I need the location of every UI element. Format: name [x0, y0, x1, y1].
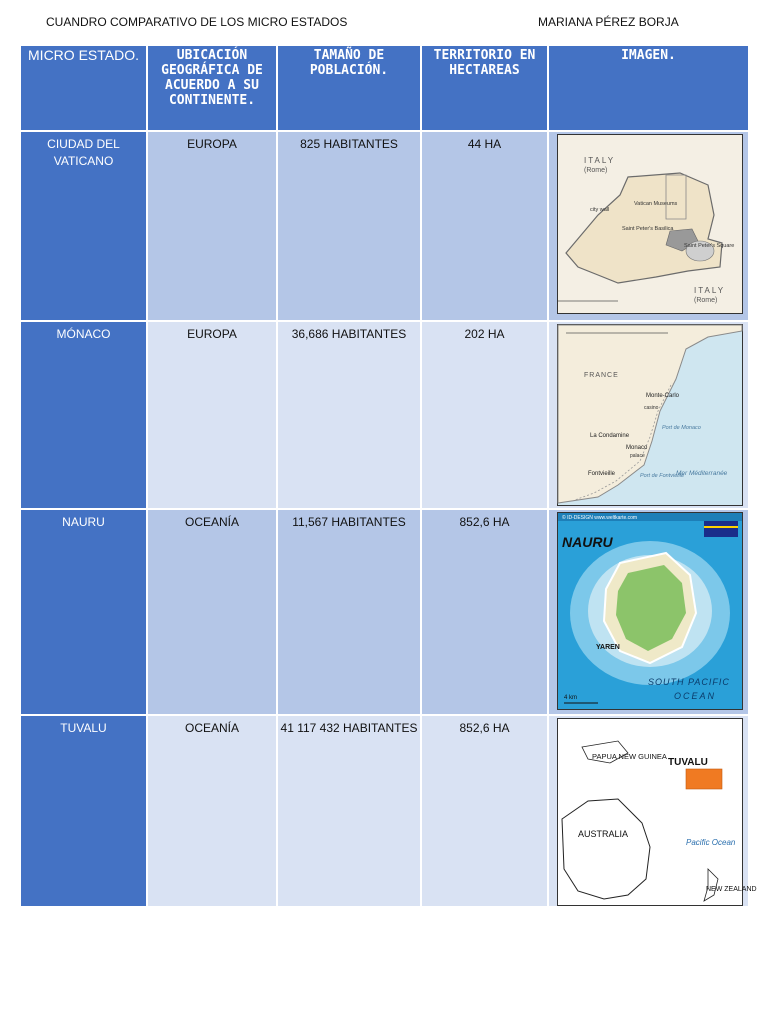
state-image-cell	[549, 716, 757, 908]
vatican-map-image	[557, 134, 743, 314]
map-label: La Condamine	[590, 433, 630, 439]
state-location: OCEANÍA	[148, 716, 276, 908]
map-label: 4 km	[564, 695, 578, 701]
state-image-cell	[549, 322, 748, 510]
state-name: MÓNACO	[21, 322, 146, 510]
state-image-cell	[549, 132, 748, 322]
state-population: 36,686 HABITANTES	[278, 322, 420, 510]
column-header-population: TAMAÑO DE POBLACIÓN.	[278, 46, 420, 132]
map-label: Mer Méditerranée	[676, 470, 728, 477]
column-header-image: IMAGEN.	[549, 46, 748, 132]
map-label: (Rome)	[584, 167, 608, 174]
state-territory: 44 HA	[422, 132, 547, 322]
document-title: CUANDRO COMPARATIVO DE LOS MICRO ESTADOS	[46, 15, 348, 29]
map-label: palace	[630, 453, 645, 459]
map-label: Port de Fontvieille	[640, 473, 685, 479]
document-header	[0, 15, 768, 33]
map-label: FRANCE	[584, 372, 619, 379]
map-label: Fontvieille	[588, 471, 616, 477]
map-label: TUVALU	[668, 757, 708, 768]
state-population: 41 117 432 HABITANTES	[278, 716, 420, 908]
table-row	[21, 132, 748, 322]
map-label: PAPUA NEW GUINEA	[592, 752, 667, 761]
map-label: Port de Monaco	[662, 425, 701, 431]
map-label: casino	[644, 405, 659, 411]
map-label: city wall	[590, 207, 610, 213]
state-name: TUVALU	[21, 716, 146, 908]
column-header-micro-state: MICRO ESTADO.	[21, 46, 146, 132]
table-row	[21, 322, 748, 510]
table-row	[21, 510, 748, 716]
map-label: NAURU	[562, 534, 613, 550]
tuvalu-map-image	[557, 718, 757, 906]
state-population: 825 HABITANTES	[278, 132, 420, 322]
map-label: Monaco	[626, 445, 648, 451]
state-location: OCEANÍA	[148, 510, 276, 716]
map-label: Monte-Carlo	[646, 393, 680, 399]
map-label: AUSTRALIA	[578, 829, 629, 839]
map-label: ITALY	[694, 286, 726, 295]
state-location: EUROPA	[148, 132, 276, 322]
state-territory: 202 HA	[422, 322, 547, 510]
state-location: EUROPA	[148, 322, 276, 510]
nauru-map-image	[557, 512, 743, 710]
comparison-table	[19, 46, 757, 908]
state-name: NAURU	[21, 510, 146, 716]
map-label: Vatican Museums	[634, 201, 678, 207]
map-label: Saint Peter's Basilica	[622, 226, 674, 232]
state-image-cell	[549, 510, 748, 716]
monaco-map-image	[557, 324, 743, 506]
map-label: NEW ZEALAND	[706, 886, 757, 893]
state-territory: 852,6 HA	[422, 716, 547, 908]
map-label: (Rome)	[694, 297, 718, 304]
map-label: ITALY	[584, 156, 616, 165]
table-row	[21, 716, 748, 908]
map-label: © ID-DESIGN www.weltkarte.com	[562, 515, 638, 521]
map-label: Saint Peter's Square	[684, 243, 735, 249]
map-label: Pacific Ocean	[686, 838, 736, 847]
map-label: YAREN	[596, 644, 620, 651]
state-territory: 852,6 HA	[422, 510, 547, 716]
map-label: SOUTH PACIFIC	[648, 677, 730, 687]
table-header-row	[21, 46, 748, 132]
column-header-territory: TERRITORIO EN HECTAREAS	[422, 46, 547, 132]
column-header-location: UBICACIÓN GEOGRÁFICA DE ACUERDO A SU CONTINENTE.	[148, 46, 276, 132]
state-population: 11,567 HABITANTES	[278, 510, 420, 716]
state-name: CIUDAD DEL VATICANO	[21, 132, 146, 322]
document-author: MARIANA PÉREZ BORJA	[538, 15, 679, 29]
map-label: OCEAN	[674, 691, 717, 701]
